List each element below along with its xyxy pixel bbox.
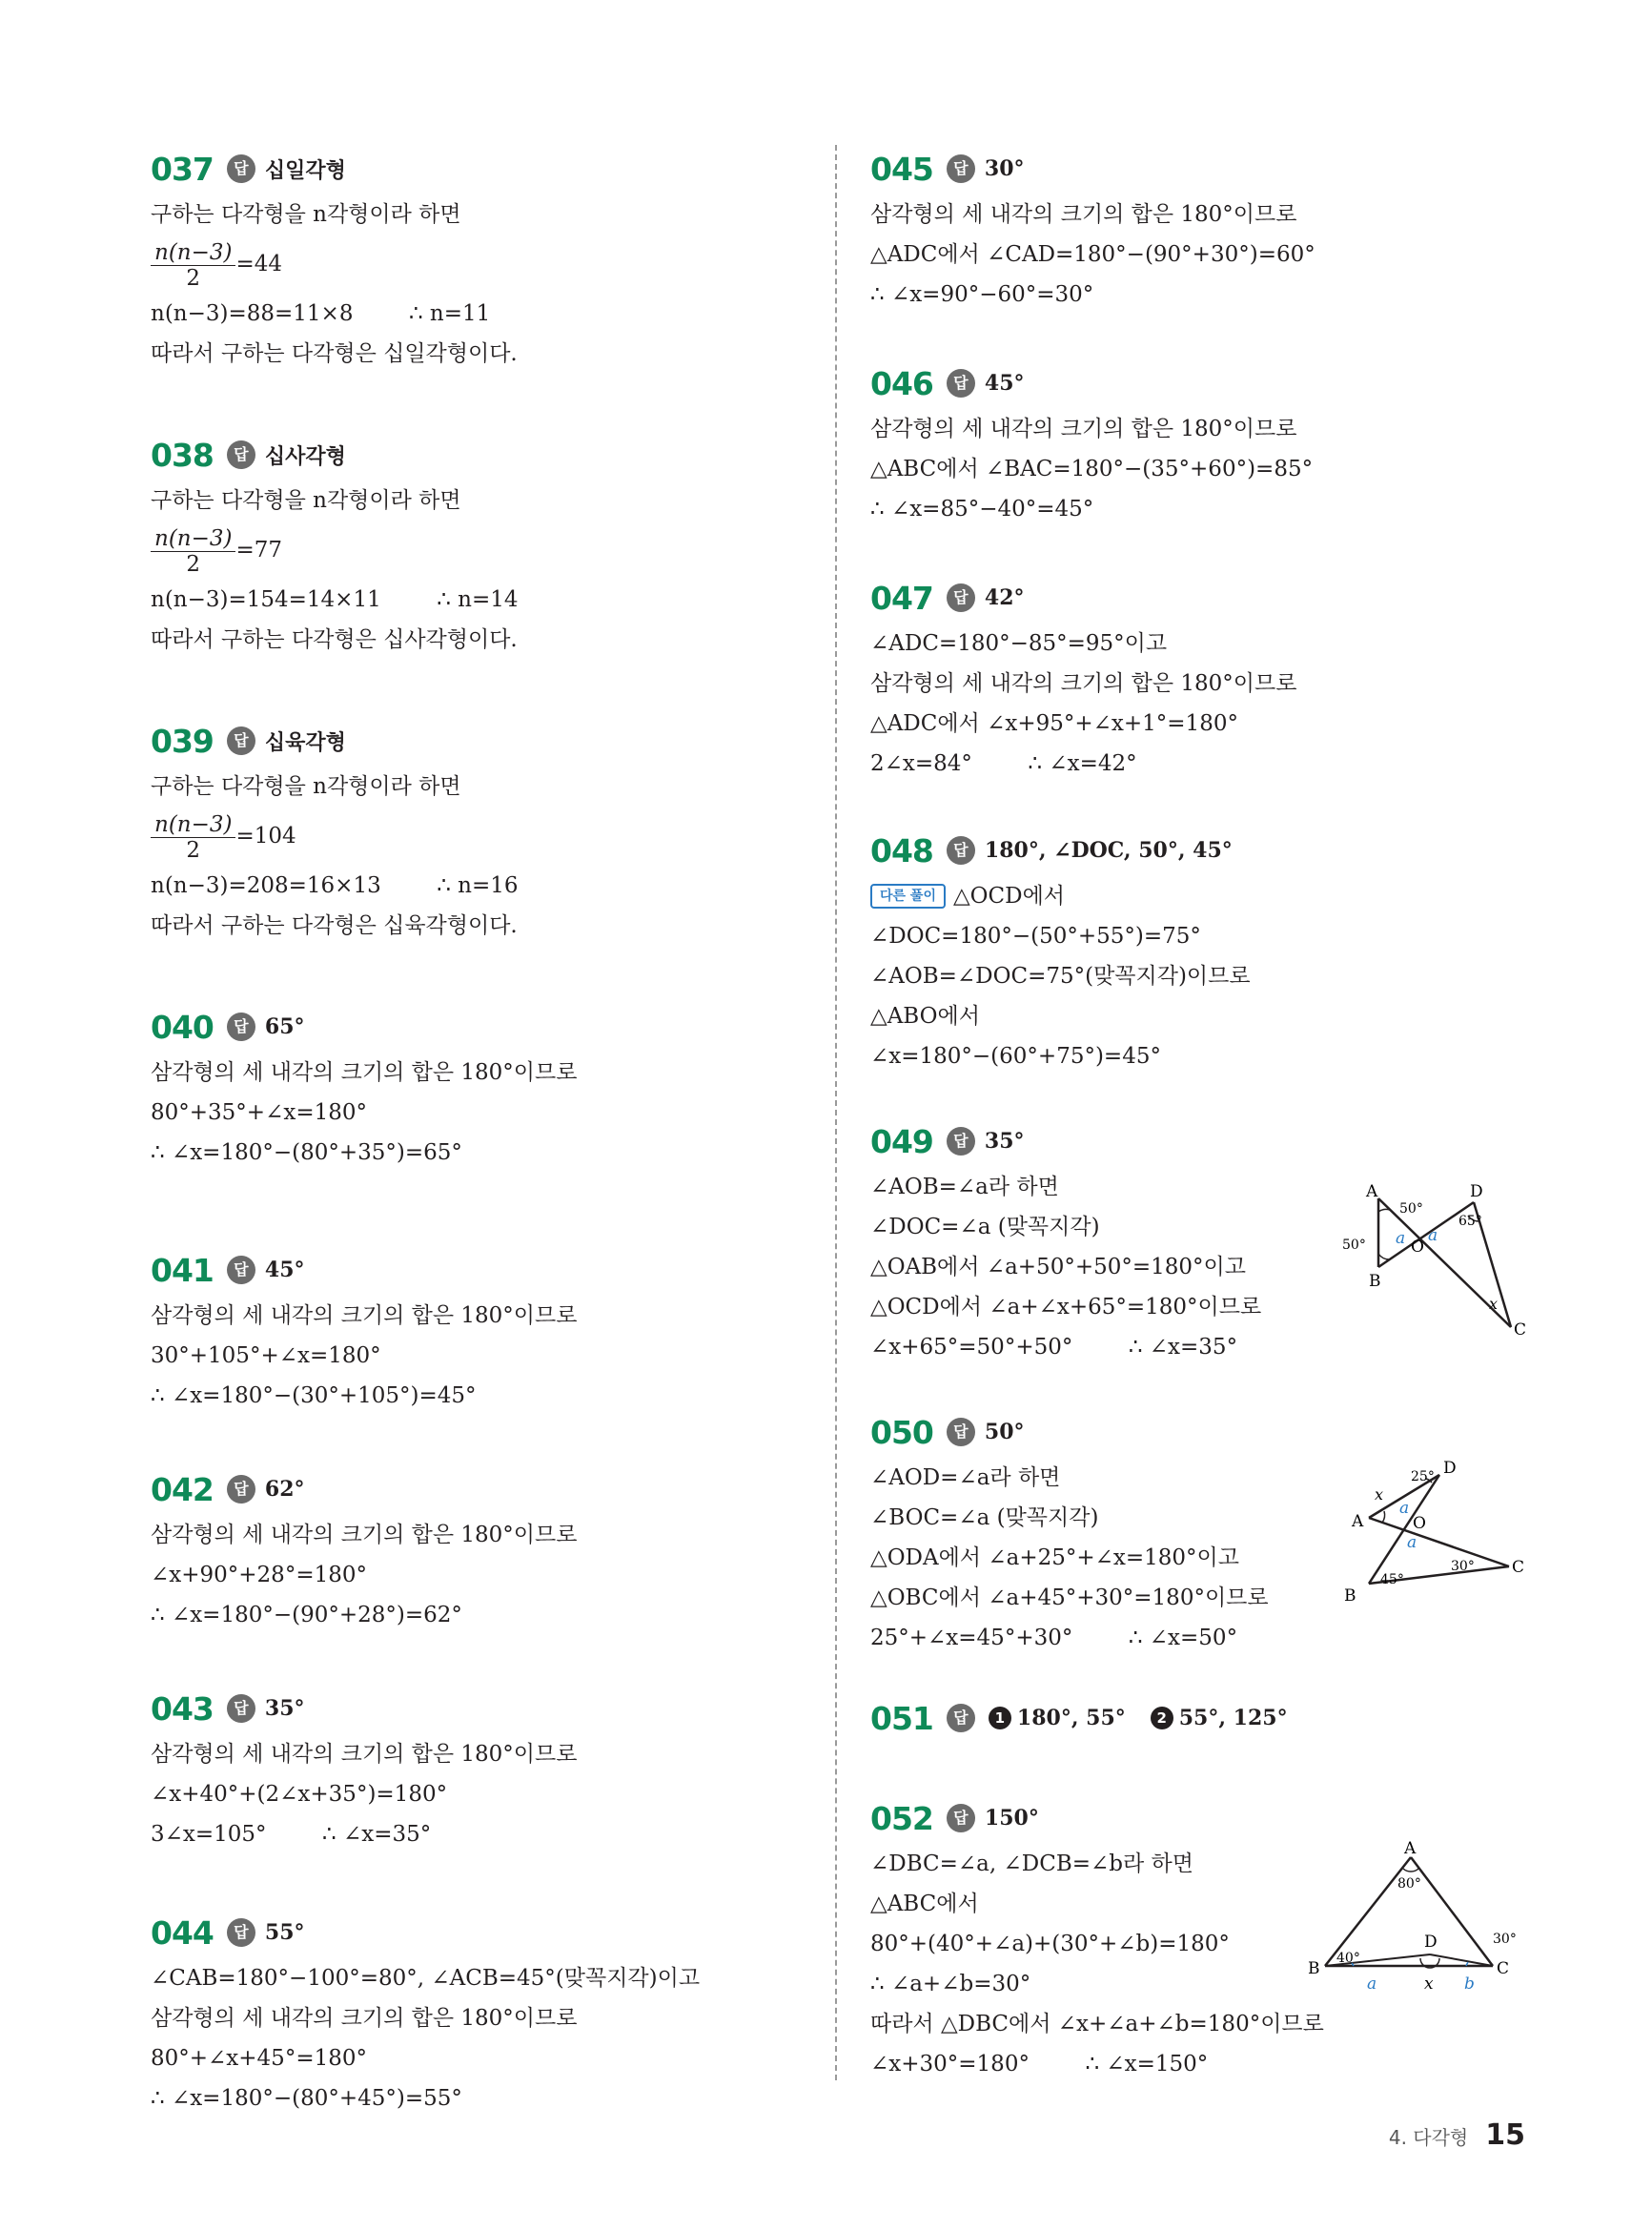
solution-line: 2∠x=84° ∴ ∠x=42° [870,751,1137,776]
problem-number: 051 [870,1699,933,1737]
problem-041 [151,1244,827,1416]
problem-number: 052 [870,1799,933,1837]
problem-number: 047 [870,579,933,617]
fig050-label-a-bottom: a [1407,1533,1417,1552]
problem-header [870,358,1557,409]
solution-line: △ADC에서 ∠CAD=180°−(90°+30°)=60° [870,242,1315,267]
solution-line: 80°+∠x+45°=180° [151,2046,367,2071]
solution-line: ∠DOC=180°−(50°+55°)=75° [870,924,1201,949]
problem-039 [151,715,827,946]
fig052-label-a: a [1367,1974,1377,1994]
fig049-label-B: B [1369,1272,1381,1291]
fig052-label-D: D [1424,1933,1438,1952]
answer-text: 35° [984,1129,1025,1154]
answer-badge: 답 [227,726,255,755]
problem-number: 037 [151,150,214,188]
problem-header [151,1001,827,1053]
solution-line: ∠x+40°+(2∠x+35°)=180° [151,1782,448,1807]
problem-042 [151,1463,827,1635]
alt-solution-tag: 다른 풀이 [870,884,946,909]
problem-number: 049 [870,1122,933,1160]
fig050-label-angle-25: 25° [1411,1469,1435,1484]
problem-header [870,572,1557,624]
circled-number-1: 1 [989,1707,1011,1729]
solution-line: ∠BOC=∠a (맞꼭지각) [870,1505,1099,1530]
problem-header [870,1115,1557,1167]
solution-line: △OAB에서 ∠a+50°+50°=180°이고 [870,1255,1246,1279]
problem-number: 043 [151,1689,214,1728]
solution-line: 따라서 구하는 다각형은 십육각형이다. [151,913,518,938]
fig049-label-a-right: a [1428,1226,1438,1245]
solution-line: 삼각형의 세 내각의 크기의 합은 180°이므로 [151,2006,578,2031]
problem-number: 046 [870,364,933,402]
solution-line: 따라서 구하는 다각형은 십사각형이다. [151,627,518,652]
problem-header [151,1244,827,1296]
fig052-label-A: A [1404,1840,1417,1858]
answer-badge: 답 [947,1704,975,1732]
answer-badge: 답 [227,1013,255,1041]
problem-043 [151,1683,827,1854]
problem-037 [151,143,827,374]
problem-number: 039 [151,722,214,760]
answer-badge: 답 [227,1694,255,1723]
fig052-label-b: b [1464,1974,1475,1994]
solution-line: ∴ ∠x=180°−(80°+35°)=65° [151,1140,462,1165]
problem-header [870,1406,1557,1458]
solution-line: ∴ ∠x=85°−40°=45° [870,497,1094,522]
fig049-label-angle-50-b: 50° [1342,1238,1366,1253]
problem-number: 042 [151,1470,214,1508]
problem-header [151,1683,827,1734]
solution-line: △ABC에서 [870,1892,979,1916]
answer-badge: 답 [947,1804,975,1832]
column-divider [835,145,837,2080]
solution-line: 삼각형의 세 내각의 크기의 합은 180°이므로 [151,1742,578,1767]
problem-047 [870,572,1557,784]
solution-line: ∴ ∠x=180°−(30°+105°)=45° [151,1383,477,1408]
solution-line: △ADC에서 ∠x+95°+∠x+1°=180° [870,711,1238,736]
solution-line: ∠x+90°+28°=180° [151,1563,367,1587]
fraction-line [151,807,827,866]
problem-header [870,143,1557,194]
problem-number: 041 [151,1251,214,1289]
problem-number: 045 [870,150,933,188]
problem-number: 038 [151,436,214,474]
solution-line: 구하는 다각형을 n각형이라 하면 [151,774,461,799]
solution-line: ∠x+30°=180° ∴ ∠x=150° [870,2052,1209,2077]
solution-text: △OCD에서 [952,884,1066,909]
problem-header [870,1792,1557,1844]
fig049-label-angle-65: 65° [1458,1214,1482,1229]
fraction-numerator: n(n−3) [151,240,235,266]
solution-line: 25°+∠x=45°+30° ∴ ∠x=50° [870,1626,1238,1650]
fraction [151,526,235,577]
fig052-label-angle-80: 80° [1397,1876,1421,1892]
solution-line: △OBC에서 ∠a+45°+30°=180°이므로 [870,1586,1269,1610]
problem-header [151,429,827,481]
solution-line: ∠ADC=180°−85°=95°이고 [870,631,1168,656]
answer-badge: 답 [227,1918,255,1947]
solution-line: ∴ ∠a+∠b=30° [870,1972,1031,1996]
solution-line: ∠DBC=∠a, ∠DCB=∠b라 하면 [870,1852,1193,1876]
fraction-numerator: n(n−3) [151,526,235,552]
page-number: 15 [1485,2118,1525,2152]
answer-badge: 답 [227,154,255,183]
answer-text: 35° [264,1696,305,1721]
footer-chapter: 4. 다각형 [1388,2126,1469,2149]
answer-text: 십사각형 [264,444,346,469]
problem-051 [870,1692,1557,1744]
problem-048 [870,825,1557,1076]
fig052-label-x: x [1424,1974,1434,1994]
answer-text: 65° [264,1014,305,1039]
figure-050 [1335,1454,1535,1608]
fig050-label-a-top: a [1399,1499,1410,1518]
fig052-label-angle-30: 30° [1493,1932,1517,1947]
answer-badge: 답 [947,1418,975,1446]
solution-line [870,876,1557,916]
solution-line: ∠x+65°=50°+50° ∴ ∠x=35° [870,1335,1238,1360]
answer-text: 십육각형 [264,730,346,755]
problem-number: 050 [870,1413,933,1451]
answer-text: 45° [984,371,1025,396]
answer-part-1: 180°, 55° [1016,1706,1126,1730]
solution-line: ∴ ∠x=90°−60°=30° [870,282,1094,307]
fig050-label-C: C [1512,1558,1525,1577]
problem-number: 044 [151,1913,214,1952]
solution-line: 80°+35°+∠x=180° [151,1100,367,1125]
solution-line: 80°+(40°+∠a)+(30°+∠b)=180° [870,1932,1230,1956]
answer-text: 30° [984,156,1025,181]
fig050-label-D: D [1443,1459,1457,1478]
fig049-label-D: D [1470,1182,1483,1201]
solution-line: 따라서 △DBC에서 ∠x+∠a+∠b=180°이므로 [870,2012,1324,2036]
problem-header [151,1907,827,1958]
problem-040 [151,1001,827,1173]
answer-badge: 답 [227,1475,255,1504]
problem-038 [151,429,827,660]
answer-badge: 답 [947,154,975,183]
answer-text: 45° [264,1258,305,1282]
solution-line: 3∠x=105° ∴ ∠x=35° [151,1822,432,1847]
answer-text: 62° [264,1477,305,1502]
solution-line: 삼각형의 세 내각의 크기의 합은 180°이므로 [870,202,1297,227]
solution-line: n(n−3)=154=14×11 ∴ n=14 [151,587,519,612]
solution-line: 삼각형의 세 내각의 크기의 합은 180°이므로 [870,417,1297,441]
problem-number: 040 [151,1008,214,1046]
problem-044 [151,1907,827,2118]
fig049-label-A: A [1366,1182,1378,1201]
fraction-line [151,521,827,580]
solution-line: ∠AOD=∠a라 하면 [870,1465,1061,1490]
fraction-denominator: 2 [186,551,201,577]
problem-046 [870,358,1557,529]
fig050-label-O: O [1413,1514,1426,1533]
answer-badge: 답 [227,440,255,469]
solution-line: △ABC에서 ∠BAC=180°−(35°+60°)=85° [870,457,1314,481]
fig050-label-A: A [1352,1512,1364,1531]
problem-number: 048 [870,831,933,869]
fraction [151,812,235,863]
solution-line: n(n−3)=208=16×13 ∴ n=16 [151,873,519,898]
solution-line: 30°+105°+∠x=180° [151,1343,381,1368]
fraction-rhs: =44 [235,252,283,276]
answer-badge: 답 [947,836,975,865]
figure-049 [1335,1179,1535,1338]
solution-line: 삼각형의 세 내각의 크기의 합은 180°이므로 [151,1060,578,1085]
fig052-label-B: B [1308,1959,1320,1978]
problem-045 [870,143,1557,315]
fig049-label-C: C [1514,1320,1527,1338]
solution-line: 따라서 구하는 다각형은 십일각형이다. [151,341,518,366]
solution-line: n(n−3)=88=11×8 ∴ n=11 [151,301,491,326]
answer-part-2: 55°, 125° [1178,1706,1288,1730]
fraction-rhs: =77 [235,538,283,563]
solution-line: ∠AOB=∠a라 하면 [870,1175,1059,1199]
circled-number-2: 2 [1151,1707,1173,1729]
problem-header [151,715,827,767]
fig050-label-angle-45: 45° [1380,1572,1404,1587]
answer-badge: 답 [947,369,975,398]
solution-line: ∴ ∠x=180°−(80°+45°)=55° [151,2086,462,2111]
fraction [151,240,235,291]
fraction-denominator: 2 [186,265,201,291]
solution-line: 구하는 다각형을 n각형이라 하면 [151,202,461,227]
fig052-label-angle-40: 40° [1336,1951,1360,1966]
answer-text: 55° [264,1920,305,1945]
fig050-label-x: x [1375,1485,1384,1504]
answer-badge: 답 [227,1256,255,1284]
answer-text: 42° [984,585,1025,610]
answer-badge: 답 [947,583,975,612]
fig049-label-angle-50-a: 50° [1399,1201,1423,1217]
solution-line: 삼각형의 세 내각의 크기의 합은 180°이므로 [151,1523,578,1547]
solution-line: ∠x=180°−(60°+75°)=45° [870,1044,1161,1069]
problem-header [870,1692,1557,1744]
problem-header [151,143,827,194]
solution-line: 구하는 다각형을 n각형이라 하면 [151,488,461,513]
solution-line: ∠AOB=∠DOC=75°(맞꼭지각)이므로 [870,964,1251,989]
page-footer [1373,2118,1525,2152]
fig049-label-O: O [1411,1238,1424,1257]
solution-line: △OCD에서 ∠a+∠x+65°=180°이므로 [870,1295,1262,1320]
solution-line: △ODA에서 ∠a+25°+∠x=180°이고 [870,1545,1239,1570]
answer-text: 180°, ∠DOC, 50°, 45° [984,838,1233,863]
fig052-label-C: C [1497,1959,1510,1978]
problem-header [870,825,1557,876]
fig049-label-x: x [1489,1295,1499,1313]
solution-line: ∴ ∠x=180°−(90°+28°)=62° [151,1603,462,1627]
answer-text: 십일각형 [264,158,346,183]
solution-line: ∠CAB=180°−100°=80°, ∠ACB=45°(맞꼭지각)이고 [151,1966,701,1991]
fig050-label-B: B [1344,1586,1356,1606]
solution-line: ∠DOC=∠a (맞꼭지각) [870,1215,1100,1239]
fraction-numerator: n(n−3) [151,812,235,838]
problem-header [151,1463,827,1515]
fraction-line [151,235,827,294]
answer-badge: 답 [947,1127,975,1156]
figure-052 [1302,1840,1535,2002]
fraction-rhs: =104 [235,824,296,849]
fig050-label-angle-30: 30° [1451,1559,1475,1574]
answer-text: 150° [984,1806,1039,1831]
solution-line: △ABO에서 [870,1004,980,1029]
solution-line: 삼각형의 세 내각의 크기의 합은 180°이므로 [151,1303,578,1328]
fraction-denominator: 2 [186,837,201,863]
fig049-label-a-left: a [1396,1229,1406,1248]
solution-line: 삼각형의 세 내각의 크기의 합은 180°이므로 [870,671,1297,696]
answer-text: 50° [984,1420,1025,1444]
